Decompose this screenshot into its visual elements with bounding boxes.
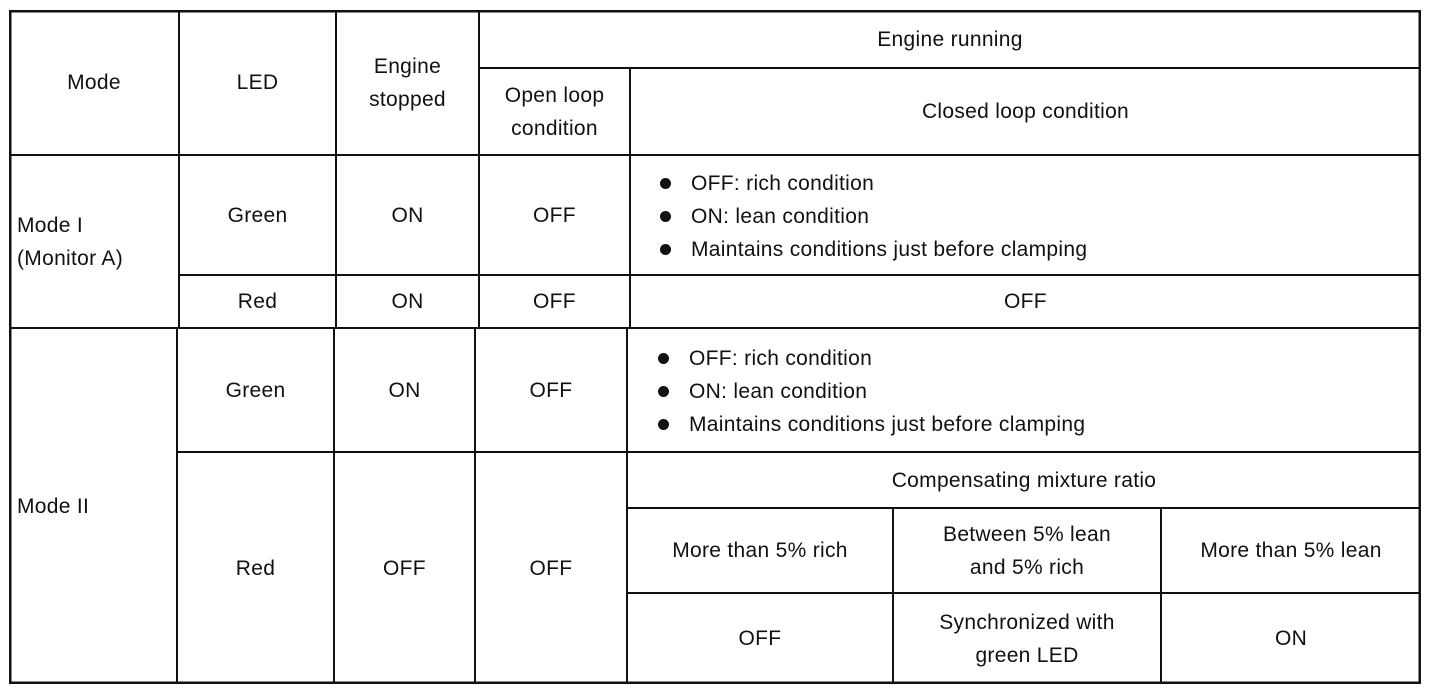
list-item bbox=[653, 375, 1085, 408]
mode1-label-line2: (Monitor A) bbox=[17, 246, 123, 270]
ratio-value-between bbox=[893, 593, 1161, 684]
mode1-green-led-text: Green bbox=[227, 203, 288, 227]
mode1-green-engine-stopped bbox=[336, 155, 479, 275]
mode2-green-led bbox=[177, 328, 334, 452]
list-item bbox=[653, 342, 1085, 375]
ratio-value-lean-text: ON bbox=[1274, 627, 1308, 650]
mode2-red-led bbox=[177, 452, 334, 684]
header-led-label: LED bbox=[236, 71, 279, 94]
ratio-value-lean bbox=[1161, 593, 1421, 684]
bullet-icon bbox=[660, 244, 671, 255]
bullet-text: OFF: rich condition bbox=[689, 347, 873, 370]
ratio-value-rich-text: OFF bbox=[738, 627, 782, 650]
header-engine-stopped bbox=[336, 10, 479, 155]
mode1-label bbox=[9, 155, 179, 328]
compensating-mixture-header-text: Compensating mixture ratio bbox=[891, 468, 1157, 492]
mode1-green-engine-stopped-text: ON bbox=[391, 203, 424, 227]
mode2-green-engine-stopped bbox=[334, 328, 475, 452]
ratio-header-lean bbox=[1161, 508, 1421, 593]
list-item bbox=[653, 408, 1085, 441]
compensating-mixture-header bbox=[627, 452, 1421, 508]
mode2-label-text: Mode II bbox=[17, 494, 90, 518]
mode2-red-engine-stopped bbox=[334, 452, 475, 684]
mode2-label bbox=[9, 328, 177, 684]
header-engine-stopped-line2: stopped bbox=[369, 87, 446, 111]
header-open-loop-line2: condition bbox=[511, 116, 598, 140]
mode1-red-closed-loop-text: OFF bbox=[1004, 290, 1047, 313]
mode2-red-open-loop-text: OFF bbox=[529, 556, 573, 580]
bullet-icon bbox=[658, 419, 669, 430]
header-closed-loop bbox=[630, 68, 1421, 155]
bullet-text: ON: lean condition bbox=[689, 380, 868, 403]
header-mode-label: Mode bbox=[67, 71, 121, 94]
header-open-loop bbox=[479, 68, 630, 155]
header-closed-loop-label: Closed loop condition bbox=[921, 100, 1130, 123]
mode1-red-led bbox=[179, 275, 336, 328]
mode2-red-open-loop bbox=[475, 452, 627, 684]
header-open-loop-line1: Open loop bbox=[504, 83, 605, 107]
ratio-header-rich-text: More than 5% rich bbox=[672, 539, 848, 562]
ratio-value-between-line2: green LED bbox=[975, 643, 1079, 667]
mode1-red-open-loop-text: OFF bbox=[533, 290, 576, 313]
ratio-header-between bbox=[893, 508, 1161, 593]
mode1-green-closed-loop-list bbox=[655, 167, 1087, 266]
mode1-label-line1: Mode I bbox=[17, 213, 83, 237]
ratio-header-between-line2: and 5% rich bbox=[969, 555, 1085, 579]
bullet-text: Maintains conditions just before clamping bbox=[689, 413, 1086, 436]
ratio-header-rich bbox=[627, 508, 893, 593]
header-engine-stopped-line1: Engine bbox=[373, 54, 442, 78]
mode1-red-led-text: Red bbox=[237, 290, 278, 313]
ratio-value-rich bbox=[627, 593, 893, 684]
mode2-green-open-loop-text: OFF bbox=[529, 378, 573, 402]
mode2-green-engine-stopped-text: ON bbox=[388, 378, 421, 402]
bullet-text: Maintains conditions just before clamping bbox=[691, 238, 1088, 261]
mode2-red-led-text: Red bbox=[235, 556, 276, 580]
mode1-red-engine-stopped-text: ON bbox=[391, 290, 424, 313]
mode2-green-closed-loop-list bbox=[653, 342, 1085, 441]
mode2-red-engine-stopped-text: OFF bbox=[383, 556, 426, 580]
ratio-value-between-line1: Synchronized with bbox=[939, 610, 1115, 634]
bullet-icon bbox=[658, 353, 669, 364]
mode1-red-engine-stopped bbox=[336, 275, 479, 328]
header-engine-running-label: Engine running bbox=[877, 27, 1023, 51]
ratio-header-between-line1: Between 5% lean bbox=[943, 522, 1111, 546]
bullet-icon bbox=[658, 386, 669, 397]
header-engine-running bbox=[479, 10, 1421, 68]
bullet-text: OFF: rich condition bbox=[691, 172, 875, 195]
mode1-red-closed-loop bbox=[630, 275, 1421, 328]
bullet-text: ON: lean condition bbox=[691, 205, 870, 228]
mode1-red-open-loop bbox=[479, 275, 630, 328]
list-item bbox=[655, 167, 1087, 200]
led-mode-table bbox=[9, 10, 1421, 684]
mode2-green-led-text: Green bbox=[225, 378, 286, 402]
header-led bbox=[179, 10, 336, 155]
header-mode bbox=[9, 10, 179, 155]
mode1-green-open-loop-text: OFF bbox=[533, 203, 576, 227]
bullet-icon bbox=[660, 211, 671, 222]
ratio-header-lean-text: More than 5% lean bbox=[1200, 539, 1382, 562]
mode1-green-led bbox=[179, 155, 336, 275]
bullet-icon bbox=[660, 178, 671, 189]
mode1-green-open-loop bbox=[479, 155, 630, 275]
list-item bbox=[655, 233, 1087, 266]
mode2-green-open-loop bbox=[475, 328, 627, 452]
list-item bbox=[655, 200, 1087, 233]
